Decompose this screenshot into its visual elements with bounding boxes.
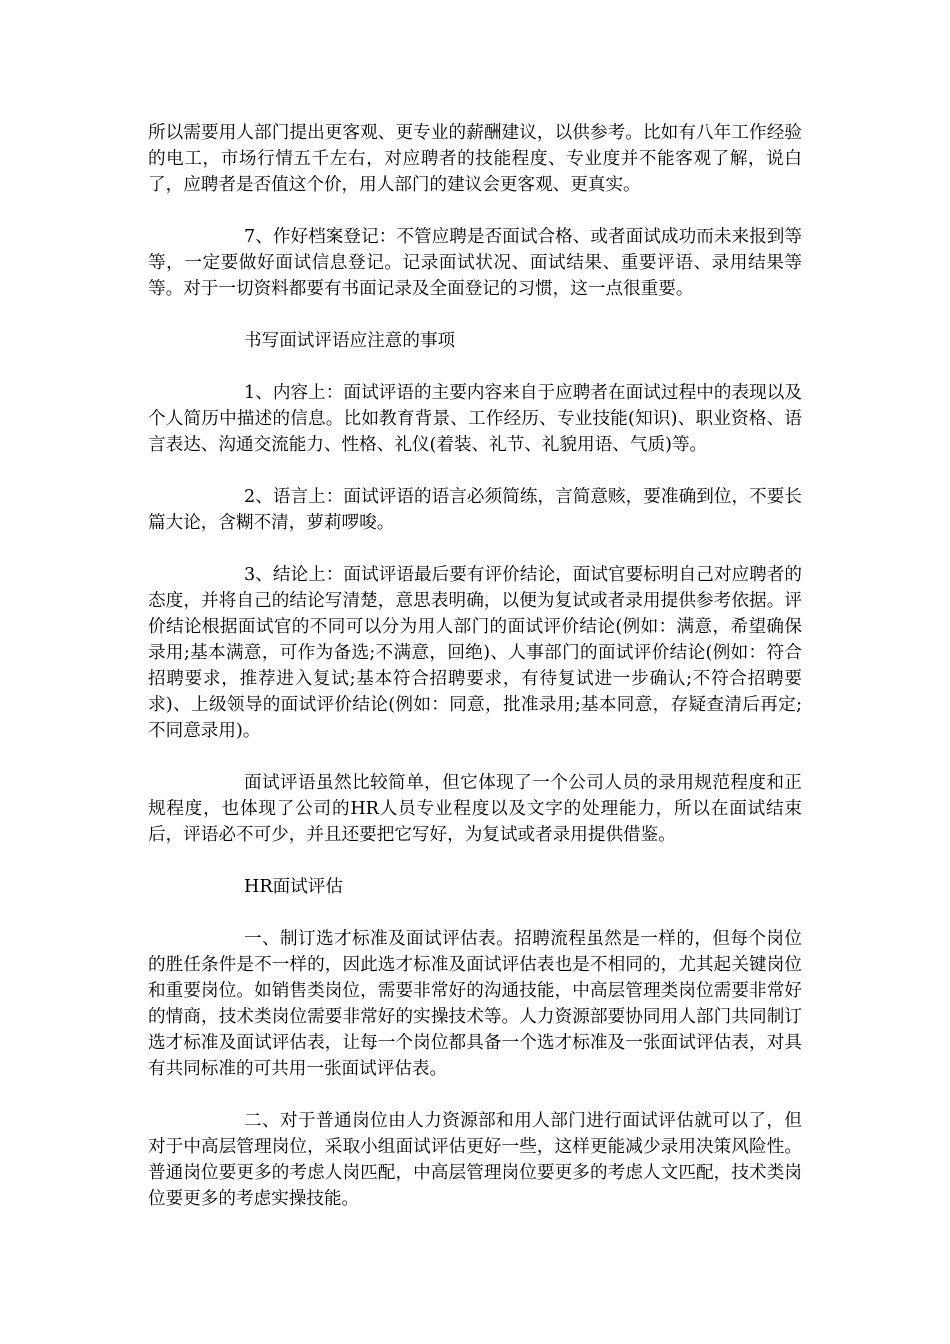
paragraph-summary: 面试评语虽然比较简单，但它体现了一个公司人员的录用规范程度和正规程度，也体现了公司的HR人员专业程度以及文字的处理能力，所以在面试结束后，评语必不可少，并且还要把它写好，为复试或者录用提供借鉴。 <box>148 773 802 845</box>
paragraph-archive-registration: 7、作好档案登记：不管应聘是否面试合格、或者面试成功而未来报到等等，一定要做好面试信息登记。记录面试状况、面试结果、重要评语、录用结果等等。对于一切资料都要有书面记录及全面登记的习惯，这一点很重要。 <box>148 227 802 299</box>
paragraph-group-interview: 二、对于普通岗位由人力资源部和用人部门进行面试评估就可以了，但对于中高层管理岗位，采取小组面试评估更好一些，这样更能减少录用决策风险性。普通岗位要更多的考虑人岗匹配，中高层管理岗位要更多的考虑人文匹配，技术类岗位要更多的考虑实操技能。 <box>148 1111 802 1209</box>
section-heading-hr-evaluation: HR面试评估 <box>244 877 343 897</box>
paragraph-content: 1、内容上：面试评语的主要内容来自于应聘者在面试过程中的表现以及个人简历中描述的信息。比如教育背景、工作经历、专业技能(知识)、职业资格、语言表达、沟通交流能力、性格、礼仪(着装、礼节、礼貌用语、气质)等。 <box>148 383 802 455</box>
paragraph-language: 2、语言上：面试评语的语言必须简练，言简意赅，要准确到位，不要长篇大论，含糊不清，萝莉啰唆。 <box>148 487 802 533</box>
paragraph-conclusion: 3、结论上：面试评语最后要有评价结论，面试官要标明自己对应聘者的态度，并将自己的结论写清楚，意思表明确，以便为复试或者录用提供参考依据。评价结论根据面试官的不同可以分为用人部门的面试评价结论(例如：满意，希望确保录用;基本满意，可作为备选;不满意，回绝)、人事部门的面试评价结论(例如：符合招聘要求，推荐进入复试;基本符合招聘要求，有待复试进一步确认;不符合招聘要求)、上级领导的面试评价结论(例如：同意，批准录用;基本同意，存疑查清后再定;不同意录用)。 <box>148 565 802 741</box>
paragraph-salary-advice: 所以需要用人部门提出更客观、更专业的薪酬建议，以供参考。比如有八年工作经验的电工，市场行情五千左右，对应聘者的技能程度、专业度并不能客观了解，说白了，应聘者是否值这个价，用人部门的建议会更客观、更真实。 <box>148 123 802 195</box>
paragraph-selection-standard: 一、制订选才标准及面试评估表。招聘流程虽然是一样的，但每个岗位的胜任条件是不一样的，因此选才标准及面试评估表也是不相同的，尤其起关键岗位和重要岗位。如销售类岗位，需要非常好的沟通技能，中高层管理类岗位需要非常好的情商，技术类岗位需要非常好的实操技术等。人力资源部要协同用人部门共同制订选才标准及面试评估表，让每一个岗位都具备一个选才标准及一张面试评估表，对具有共同标准的可共用一张面试评估表。 <box>148 929 802 1079</box>
document-page <box>148 120 802 1238</box>
section-heading-evaluation-notes: 书写面试评语应注意的事项 <box>244 331 456 351</box>
